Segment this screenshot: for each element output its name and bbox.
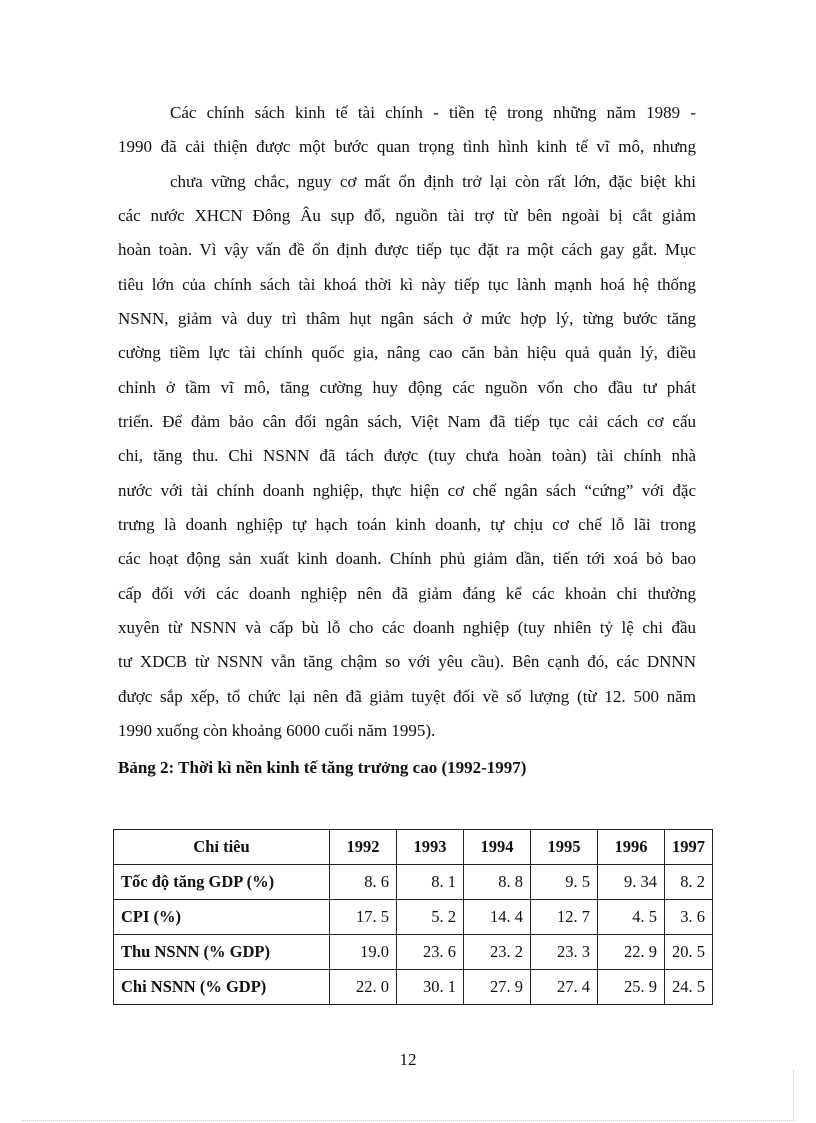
table-row-label: Thu NSNN (% GDP): [114, 935, 330, 970]
table-cell: 22. 0: [330, 970, 397, 1005]
body-line: xuyên từ NSNN và cấp bù lỗ cho các doanh nghiệp (tuy nhiên tỷ lệ chi đầu: [118, 618, 696, 637]
table-row: [114, 935, 713, 970]
table-cell: 20. 5: [665, 935, 713, 970]
page-border-dotted: [22, 1120, 794, 1121]
table-header-cell: 1996: [598, 830, 665, 865]
body-line: nước với tài chính doanh nghiệp, thực hiện cơ chế ngân sách “cứng” với đặc: [118, 480, 696, 500]
body-line: 1990 xuống còn khoảng 6000 cuối năm 1995).: [118, 721, 436, 740]
body-line: Các chính sách kinh tế tài chính - tiền tệ trong những năm 1989 -: [170, 103, 696, 122]
table-cell: 22. 9: [598, 935, 665, 970]
table-cell: 24. 5: [665, 970, 713, 1005]
table-cell: 27. 4: [531, 970, 598, 1005]
table-cell: 23. 2: [464, 935, 531, 970]
table-cell: 3. 6: [665, 900, 713, 935]
table-cell: 27. 9: [464, 970, 531, 1005]
table-cell: 8. 8: [464, 865, 531, 900]
body-line: cấp đối với các doanh nghiệp nên đã giảm đáng kể các khoản chi thường: [118, 583, 696, 603]
table-cell: 25. 9: [598, 970, 665, 1005]
body-line: tiêu lớn của chính sách tài khoá thời kì này tiếp tục lành mạnh hoá hệ thống: [118, 274, 696, 294]
body-line: cường tiềm lực tài chính quốc gia, nâng cao căn bản hiệu quả quản lý, điều: [118, 343, 696, 363]
table-cell: 8. 6: [330, 865, 397, 900]
table-cell: 5. 2: [397, 900, 464, 935]
table-row-label: Chi NSNN (% GDP): [114, 970, 330, 1005]
table-cell: 17. 5: [330, 900, 397, 935]
table-cell: 19.0: [330, 935, 397, 970]
table-header-cell: 1993: [397, 830, 464, 865]
table-cell: 8. 2: [665, 865, 713, 900]
table-row: [114, 970, 713, 1005]
table-row-label: Tốc độ tăng GDP (%): [114, 865, 330, 900]
body-line: các nước XHCN Đông Âu sụp đổ, nguồn tài trợ từ bên ngoài bị cắt giảm: [118, 206, 696, 225]
table-cell: 30. 1: [397, 970, 464, 1005]
table-cell: 9. 34: [598, 865, 665, 900]
economic-growth-table: [113, 829, 713, 1005]
body-line: chưa vững chắc, nguy cơ mất ổn định trở lại còn rất lớn, đặc biệt khi: [170, 171, 696, 191]
body-line: triển. Để đảm bảo cân đối ngân sách, Việt Nam đã tiếp tục cải cách cơ cấu: [118, 412, 696, 431]
body-line: hoàn toàn. Vì vậy vấn đề ổn định được tiếp tục đặt ra một cách gay gắt. Mục: [118, 240, 696, 260]
table-row: [114, 900, 713, 935]
table-header-cell: 1992: [330, 830, 397, 865]
table-header-cell: Chỉ tiêu: [114, 830, 330, 865]
table-cell: 4. 5: [598, 900, 665, 935]
table-row-label: CPI (%): [114, 900, 330, 935]
table-header-cell: 1997: [665, 830, 713, 865]
table-caption: Bảng 2: Thời kì nền kinh tế tăng trưởng cao (1992-1997): [118, 758, 527, 777]
body-line: 1990 đã cải thiện được một bước quan trọng tình hình kinh tế vĩ mô, nhưng: [118, 137, 696, 157]
table-cell: 23. 6: [397, 935, 464, 970]
body-line: các hoạt động sản xuất kinh doanh. Chính phủ giảm dần, tiến tới xoá bỏ bao: [118, 549, 696, 569]
body-line: chỉnh ở tầm vĩ mô, tăng cường huy động các nguồn vốn cho đầu tư phát: [118, 377, 696, 397]
body-line: tư XDCB từ NSNN vẫn tăng chậm so với yêu cầu). Bên cạnh đó, các DNNN: [118, 652, 696, 672]
body-line: trưng là doanh nghiệp tự hạch toán kinh doanh, tự chịu cơ chế lỗ lãi trong: [118, 515, 696, 534]
table-cell: 8. 1: [397, 865, 464, 900]
table-header-row: [114, 830, 713, 865]
table-cell: 9. 5: [531, 865, 598, 900]
page-number: 12: [399, 1050, 417, 1069]
body-line: chi, tăng thu. Chi NSNN đã tách được (tuy chưa hoàn toàn) tài chính nhà: [118, 446, 696, 466]
table-row: [114, 865, 713, 900]
table-cell: 14. 4: [464, 900, 531, 935]
table-cell: 23. 3: [531, 935, 598, 970]
body-line: NSNN, giảm và duy trì thâm hụt ngân sách ở mức hợp lý, từng bước tăng: [118, 309, 696, 328]
page-border-dotted: [793, 1070, 794, 1120]
body-line: được sắp xếp, tổ chức lại nên đã giảm tuyệt đối về số lượng (từ 12. 500 năm: [118, 686, 696, 706]
table-cell: 12. 7: [531, 900, 598, 935]
table-header-cell: 1994: [464, 830, 531, 865]
table-header-cell: 1995: [531, 830, 598, 865]
